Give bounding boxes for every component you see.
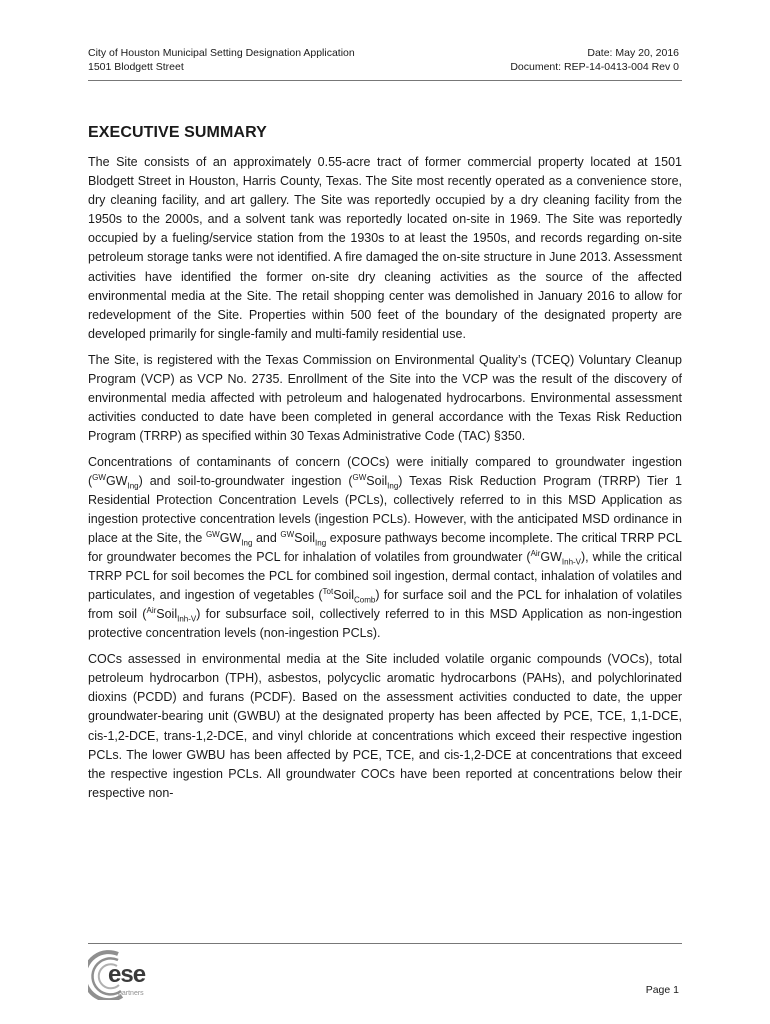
term-soil-ing: $^{GW}$Soil$_{Ing}$ [280, 529, 327, 548]
site-address: 1501 Blodgett Street [88, 61, 184, 73]
term-gw-ing: $^{GW}GW_{Ing}$ [92, 472, 139, 491]
logo-wordmark: ese [108, 961, 146, 988]
ese-partners-logo [88, 948, 168, 1000]
paragraph-vcp-registration: The Site, is registered with the Texas Commission on Environmental Quality’s (TCEQ) Voluntary Cleanup Program (VCP) as VCP No. 2735. Enrollment of the Site into the VCP was the result of the discovery of environmental media affected with petroleum and halogenated hydrocarbons. Environmental assessment activities conducted to date have been completed in general accordance with the Texas Risk Reduction Program (TRRP) as specified within 30 Texas Administrative Code (TAC) §350. [88, 352, 682, 443]
paragraph-coc-comparison: Concentrations of contaminants of concern (COCs) were initially compared to groundwater ingestion $(^{GW}GW_{Ing})$ and soil-to-groundwater ingestion ($^{GW}$Soil$_{Ing}$) Texas Risk Reduction Program (TRRP) Tier 1 Residential Protection Concentration Levels (PCLs), collectively referred to in this MSD Application as ingestion protective concentration levels (ingestion PCLs). However, with the anticipated MSD ordinance in place at the Site, the $^{GW}GW_{Ing}$ and $^{GW}$Soil$_{Ing}$ exposure pathways become incomplete. The critical TRRP PCL for groundwater becomes the PCL for inhalation of volatiles from groundwater $(^{Air}GW_{Inh-V})$, while the critical TRRP PCL for soil becomes the PCL for combined soil ingestion, dermal contact, inhalation of volatiles and particulates, and ingestion of vegetables ($^{Tot}$Soil$_{Comb}$) for surface soil and the PCL for inhalation of volatiles from soil ($^{Air}$Soil$_{Inh-V}$) for subsurface soil, collectively referred to in this MSD Application as non-ingestion protective concentration levels (non-ingestion PCLs). [88, 454, 682, 641]
section-title: EXECUTIVE SUMMARY [88, 124, 267, 141]
footer-divider [88, 943, 682, 944]
logo-subtext: partners [118, 990, 144, 997]
document-header-right [510, 46, 679, 74]
document-header-left [88, 46, 355, 74]
term-gw-ing: $^{GW}GW_{Ing}$ [205, 529, 253, 548]
ese-logo-icon [88, 948, 168, 1000]
header-divider [88, 80, 682, 81]
application-title: City of Houston Municipal Setting Designation Application [88, 47, 355, 59]
paragraph-site-description: The Site consists of an approximately 0.55-acre tract of former commercial property located at 1501 Blodgett Street in Houston, Harris County, Texas. The Site most recently operated as a convenience store, dry cleaning facility, and art gallery. The Site was reportedly occupied by a dry cleaning facility from the 1950s to the 2000s, and a solvent tank was reportedly located on-site in 1969. The Site was reportedly occupied by a fueling/service station from the 1930s to at least the 1950s, and records regarding on-site petroleum storage tanks were not identified. A fire damaged the on-site structure in June 2013. Assessment activities have identified the former on-site dry cleaning activities as the source of the affected environmental media at the Site. The retail shopping center was demolished in January 2016 to allow for redevelopment of the Site. Properties within 500 feet of the boundary of the designated property are developed primarily for single-family and multi-family residential use. [88, 155, 682, 341]
document-body [88, 153, 682, 809]
term-soil-ing: $^{GW}$Soil$_{Ing}$ [352, 472, 399, 491]
term-air-soil-inh: $^{Air}$Soil$_{Inh-V}$ [146, 606, 197, 624]
page-number: Page 1 [645, 984, 679, 996]
document-number: Document: REP-14-0413-004 Rev 0 [510, 61, 679, 73]
term-tot-soil-comb: $^{Tot}$Soil$_{Comb}$ [322, 587, 376, 605]
document-date: Date: May 20, 2016 [587, 47, 679, 59]
term-air-gw-inh: $^{Air}GW_{Inh-V}$ [530, 548, 582, 567]
paragraph-coc-assessment: COCs assessed in environmental media at the Site included volatile organic compounds (VOCs), total petroleum hydrocarbon (TPH), asbestos, polycyclic aromatic hydrocarbons (PAHs), and polychlorinated dioxins (PCDD) and furans (PCDF). Based on the assessment activities conducted to date, the upper groundwater-bearing unit (GWBU) at the designated property has been affected by PCE, TCE, 1,1-DCE, cis-1,2-DCE, trans-1,2-DCE, and vinyl chloride at concentrations which exceed their respective ingestion PCLs. The lower GWBU has been affected by PCE, TCE, and cis-1,2-DCE at concentrations that exceed the respective ingestion PCLs. All groundwater COCs have been reported at concentrations below their respective non- [88, 652, 682, 800]
